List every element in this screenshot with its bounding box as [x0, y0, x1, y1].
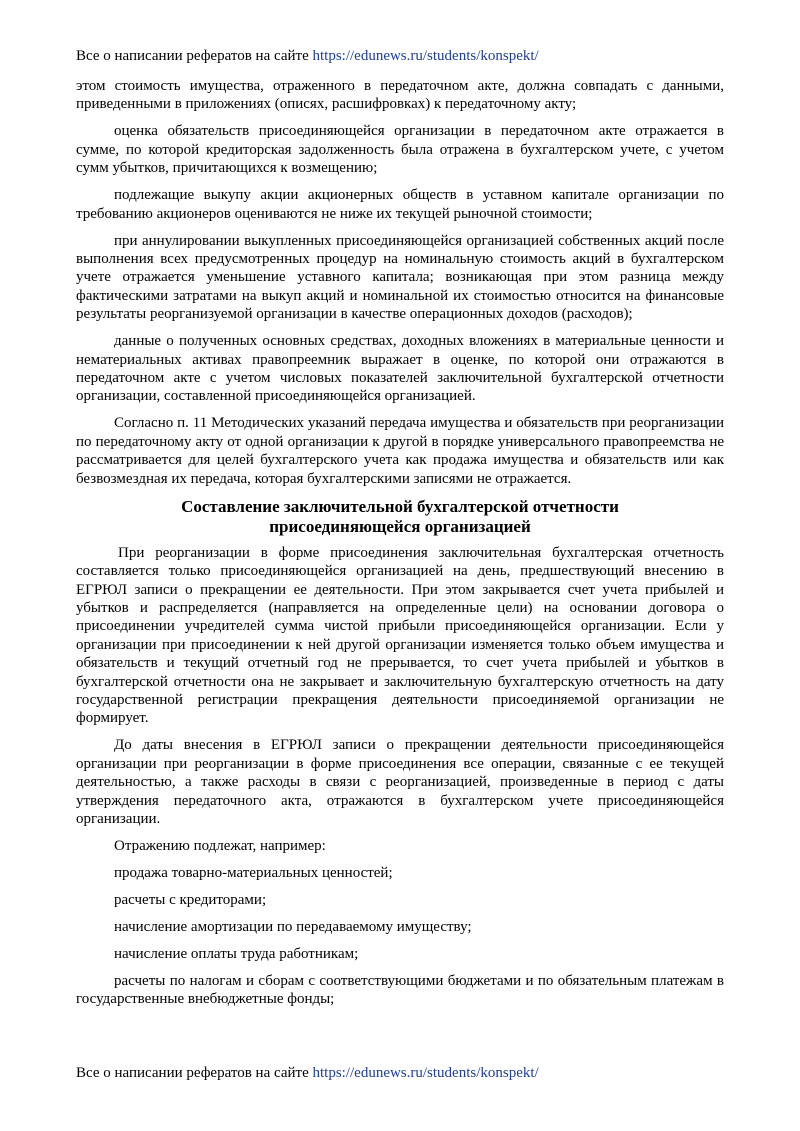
list-item: начисление амортизации по передаваемому имуществу; [114, 918, 472, 935]
page-header [76, 47, 539, 65]
header-prefix: Все о написании рефератов на сайте [76, 48, 309, 64]
paragraph: данные о полученных основных средствах, доходных вложениях в материальные ценности и нематериальных активах правопреемник выражает в оценке, по которой они отражаются в передаточном акте с учетом числовых показателей заключительной бухгалтерской отчетности организации, составленной присоединяющейся организацией. [76, 333, 724, 405]
paragraph: До даты внесения в ЕГРЮЛ записи о прекращении деятельности присоединяющейся организации при реорганизации в форме присоединения все операции, связанные с ее текущей деятельностью, а также расходы в связи с реорганизацией, произведенные в период с даты утверждения передаточного акта, отражаются в бухгалтерском учете присоединяющейся организации. [76, 737, 724, 827]
list-item: расчеты с кредиторами; [114, 891, 267, 908]
header-link[interactable]: https://edunews.ru/students/konspekt/ [312, 48, 539, 64]
paragraph: подлежащие выкупу акции акционерных обществ в уставном капитале организации по требованию акционеров оцениваются не ниже их текущей рыночной стоимости; [76, 187, 724, 222]
footer-prefix: Все о написании рефератов на сайте [76, 1065, 309, 1081]
page-footer [76, 1064, 539, 1082]
paragraph-continuation: этом стоимость имущества, отраженного в передаточном акте, должна совпадать с данными, приведенными в приложениях (описях, расшифровках) к передаточному акту; [76, 78, 724, 113]
paragraph: оценка обязательств присоединяющейся организации в передаточном акте отражается в сумме, по которой кредиторская задолженность была отражена в бухгалтерском учете, с учетом сумм убытков, причитающихся к возмещению; [76, 123, 724, 177]
document-body [76, 77, 724, 1017]
list-item: расчеты по налогам и сборам с соответствующими бюджетами и по обязательным платежам в государственные внебюджетные фонды; [76, 972, 724, 1008]
section-heading-line2: присоединяющейся организацией [269, 516, 531, 536]
section-heading-line1: Составление заключительной бухгалтерской отчетности [181, 496, 619, 516]
list-intro: Отражению подлежат, например: [114, 837, 326, 854]
list-item: начисление оплаты труда работникам; [114, 945, 359, 962]
list-item: продажа товарно-материальных ценностей; [114, 864, 393, 881]
paragraph: Согласно п. 11 Методических указаний передача имущества и обязательств при реорганизации по передаточному акту от одной организации к другой в порядке универсального правопреемства не рассматривается для целей бухгалтерского учета как продажа имущества и обязательств или как безвозмездная их передача, которая бухгалтерскими записями не отражается. [76, 415, 724, 487]
document-page [76, 0, 724, 1131]
paragraph: при аннулировании выкупленных присоединяющейся организацией собственных акций после выполнения всех предусмотренных процедур на номинальную стоимость акций в бухгалтерском учете отражается уменьшение уставного капитала; возникающая при этом разница между фактическими затратами на выкуп акций и номинальной их стоимостью относится на финансовые результаты реорганизуемой организации в качестве операционных доходов (расходов); [76, 232, 724, 323]
footer-link[interactable]: https://edunews.ru/students/konspekt/ [312, 1065, 539, 1081]
section-heading [76, 497, 724, 537]
paragraph: При реорганизации в форме присоединения заключительная бухгалтерская отчетность составляется только присоединяющейся организацией на день, предшествующий внесению в ЕГРЮЛ записи о прекращении ее деятельности. При этом закрывается счет учета прибылей и убытков и распределяется (направляется на определенные цели) на основании договора о присоединении учредителей сумма чистой прибыли присоединяющейся организации. Если у организации при присоединении к ней другой организации изменяется только объем имущества и обязательств и текущий отчетный год не прерывается, то счет учета прибылей и убытков в бухгалтерской отчетности она не закрывает и заключительную бухгалтерскую отчетность на дату государственной регистрации прекращения деятельности присоединяемой организации не формирует. [76, 544, 724, 727]
